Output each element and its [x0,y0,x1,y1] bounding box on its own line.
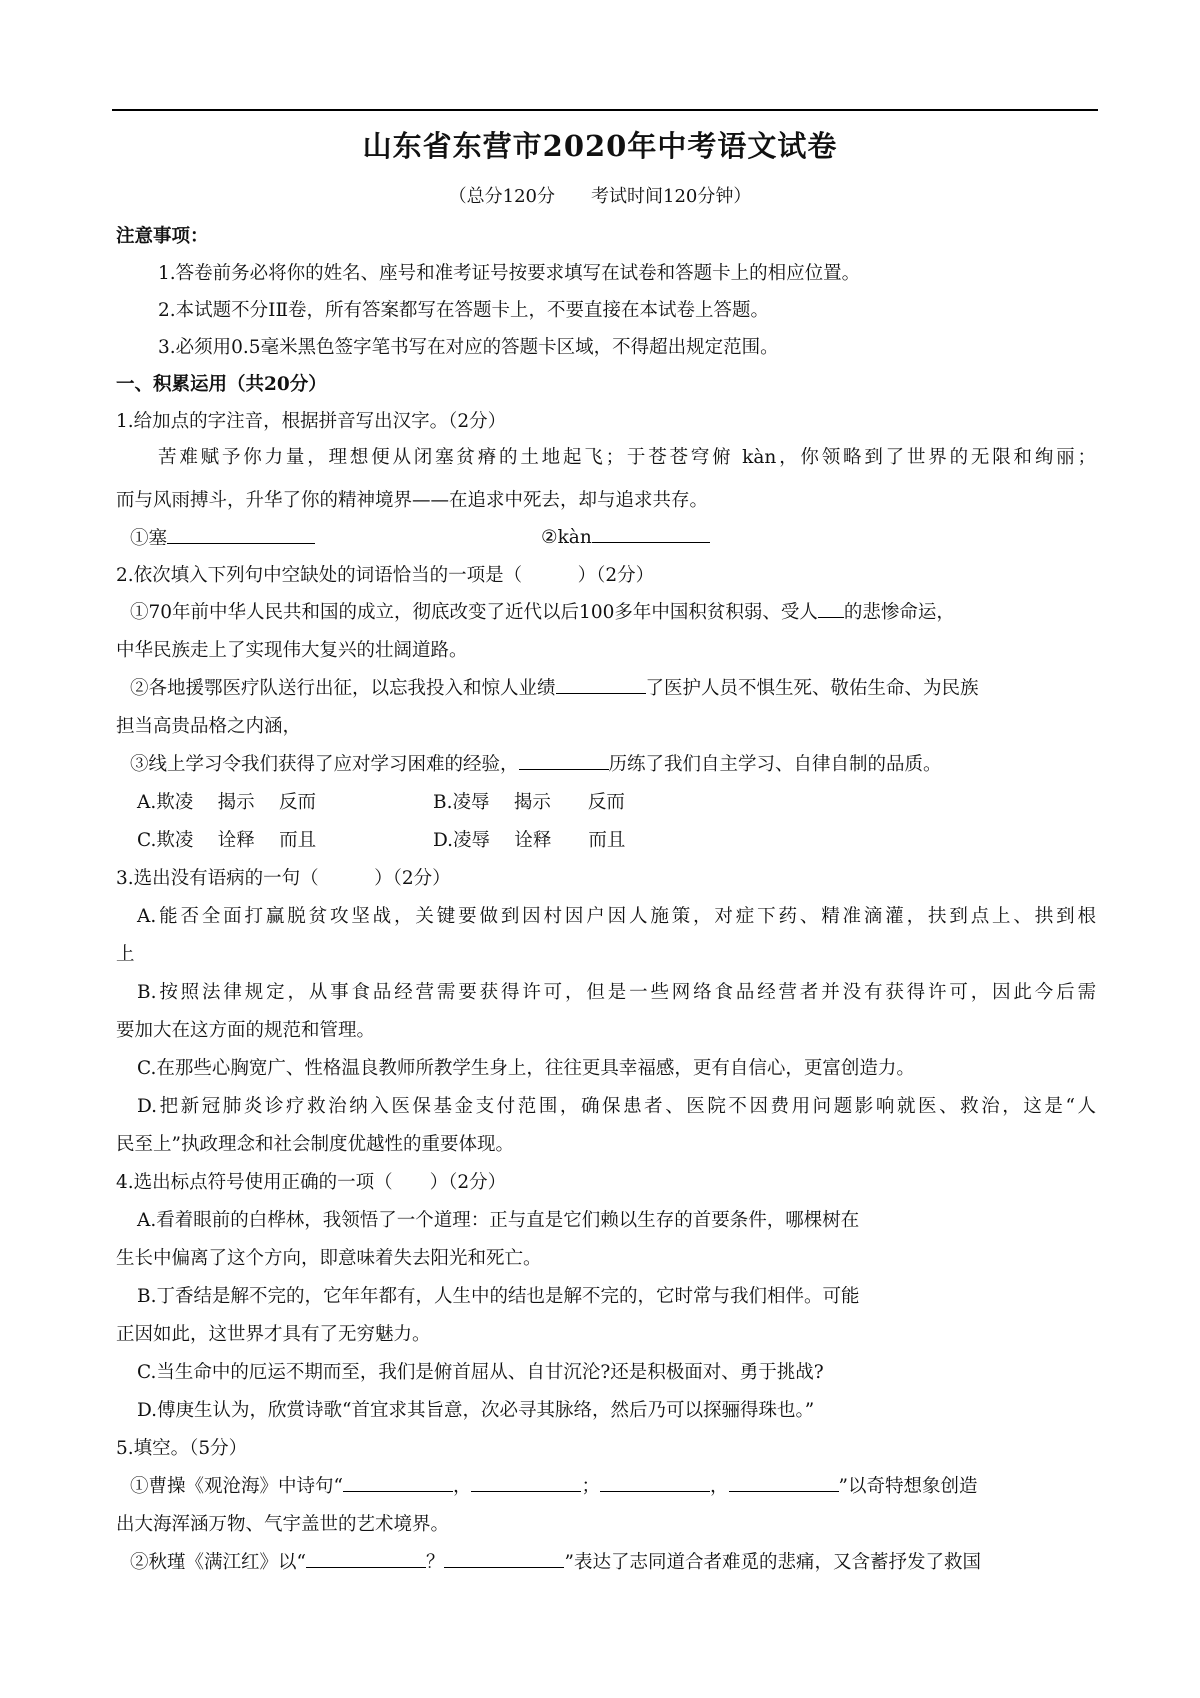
section-heading: 一、积累运用（共20分） [116,374,327,395]
sentence-line [130,750,942,776]
fill-blank [167,525,315,544]
option-d: D.凌辱 诠释 而且 [433,830,626,851]
sentence-line: 中华民族走上了实现伟大复兴的壮阔道路。 [116,640,468,661]
sentence-part: 的悲惨命运， [843,602,955,623]
fill-blank [343,1473,453,1492]
page-title: 山东省东营市2020年中考语文试卷 [362,129,838,163]
sentence-part: ③线上学习令我们获得了应对学习困难的经验， [130,754,519,775]
fill-blank [592,524,710,543]
fill-blank [306,1549,426,1568]
option-c: C.欺凌 诠释 而且 [137,830,317,851]
fill-line [130,1548,981,1574]
question-stem: 1.给加点的字注音，根据拼音写出汉字。（2分） [116,411,507,432]
sentence-line [130,674,979,700]
option-b-cont: 正因如此，这世界才具有了无穷魅力。 [116,1324,431,1345]
option-a: A.欺凌 揭示 反而 [137,792,317,813]
fill-blank [556,675,646,694]
fill-blank [519,751,609,770]
fill-text: ①曹操《观沧海》中诗句“ [130,1476,343,1497]
sentence-part: ②各地援鄂医疗队送行出征，以忘我投入和惊人业绩 [130,678,556,699]
fill-text: ”以奇特想象创造 [838,1476,978,1497]
answer-blank-1 [130,524,315,550]
option-b: B.丁香结是解不完的，它年年都有，人生中的结也是解不完的，它时常与我们相伴。可能 [137,1286,860,1307]
answer-blank-2 [541,524,710,548]
fill-blank [600,1473,710,1492]
fill-text: ②秋瑾《满江红》以“ [130,1552,306,1573]
notice-item: 1.答卷前务必将你的姓名、座号和准考证号按要求填写在试卷和答题卡上的相应位置。 [158,263,861,284]
notice-heading: 注意事项： [116,226,209,247]
fill-text: ， [710,1476,729,1497]
fill-blank [444,1549,564,1568]
option-d-cont: 民至上”执政理念和社会制度优越性的重要体现。 [116,1134,514,1155]
sentence-part: ①70年前中华人民共和国的成立，彻底改变了近代以后100多年中国积贫积弱、受人 [130,602,818,623]
fill-text: ； [581,1476,600,1497]
option-b-cont: 要加大在这方面的规范和管理。 [116,1020,376,1041]
notice-item: 3.必须用0.5毫米黑色签字笔书写在对应的答题卡区域，不得超出规定范围。 [158,337,779,358]
fill-text: ”表达了志同道合者难觅的悲痛，又含蓄抒发了救国 [564,1552,981,1573]
option-a: A.看着眼前的白桦林，我领悟了一个道理：正与直是它们赖以生存的首要条件，哪棵树在 [137,1210,860,1231]
option-c: C.在那些心胸宽广、性格温良教师所教学生身上，往往更具幸福感，更有自信心，更富创造力。 [137,1058,915,1079]
fill-blank [471,1473,581,1492]
fill-text: ， [452,1476,472,1497]
option-d: D.傅庚生认为，欣赏诗歌“首宜求其旨意，次必寻其脉络，然后乃可以探骊得珠也。” [137,1400,815,1421]
question-stem: 2.依次填入下列句中空缺处的词语恰当的一项是（ ）（2分） [116,565,655,586]
option-b: B.凌辱 揭示 反而 [433,792,625,813]
top-rule [112,109,1098,111]
question-stem: 4.选出标点符号使用正确的一项（ ）（2分） [116,1172,507,1193]
passage-line: 而与风雨搏斗，升华了你的精神境界——在追求中死去，却与追求共存。 [116,490,709,511]
option-a: A.能否全面打赢脱贫攻坚战，关键要做到因村因户因人施策，对症下药、精准滴灌，扶到点上、拱到根 [137,906,1096,927]
blank-label: ②kàn [541,527,592,548]
sentence-line [130,598,955,624]
question-stem: 5.填空。（5分） [116,1438,248,1459]
sentence-part: 历练了我们自主学习、自律自制的品质。 [608,754,942,775]
fill-text: ？ [425,1552,445,1573]
option-a-cont: 生长中偏离了这个方向，即意味着失去阳光和死亡。 [116,1248,542,1269]
option-d: D.把新冠肺炎诊疗救治纳入医保基金支付范围，确保患者、医院不因费用问题影响就医、救治，这是“人 [137,1096,1096,1117]
notice-item: 2.本试题不分ⅠⅡ卷，所有答案都写在答题卡上，不要直接在本试卷上答题。 [158,300,770,321]
fill-line: 出大海浑涵万物、气宇盖世的艺术境界。 [116,1514,450,1535]
fill-blank [818,599,844,618]
option-a-cont: 上 [116,944,135,965]
option-b: B.按照法律规定，从事食品经营需要获得许可，但是一些网络食品经营者并没有获得许可，因此今后需 [137,982,1096,1003]
sentence-part: 了医护人员不惧生死、敬佑生命、为民族 [645,678,979,699]
option-c: C.当生命中的厄运不期而至，我们是俯首屈从、自甘沉沦?还是积极面对、勇于挑战? [137,1362,824,1383]
sentence-line: 担当高贵品格之内涵， [116,716,302,737]
exam-info: （总分120分 考试时间120分钟） [448,186,752,207]
question-stem: 3.选出没有语病的一句（ ）（2分） [116,868,451,889]
passage-line: 苦难赋予你力量，理想便从闭塞贫瘠的土地起飞；于苍苍穹俯 kàn，你领略到了世界的无限和绚丽； [158,447,1096,468]
fill-blank [729,1473,839,1492]
blank-label: ①塞 [130,528,168,549]
fill-line [130,1472,977,1498]
